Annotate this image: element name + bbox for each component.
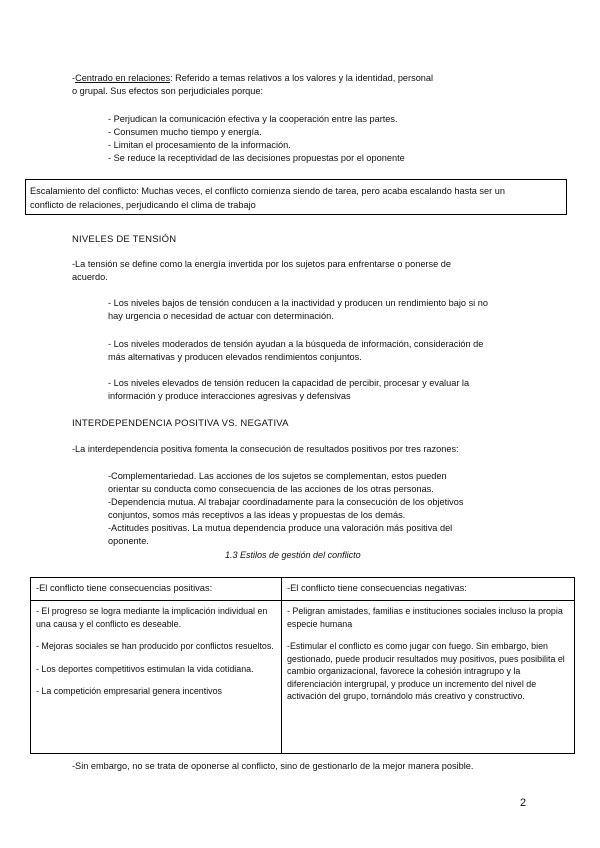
- negative-header: -El conflicto tiene consecuencias negativas:: [282, 578, 575, 601]
- positive-header: -El conflicto tiene consecuencias positivas:: [31, 578, 282, 601]
- list-item: oponente.: [108, 536, 149, 546]
- escalamiento-line1: Escalamiento del conflicto: Muchas veces, el conflicto comienza siendo de tarea, pero acaba escalando hasta ser un: [30, 186, 505, 196]
- list-item: -Complementariedad. Las acciones de los sujetos se complementan, estos pueden: [108, 471, 447, 481]
- tension-intro: -La tensión se define como la energía invertida por los sujetos para enfrentarse o ponerse de acuerdo.: [72, 259, 451, 282]
- relaciones-line2: o grupal. Sus efectos son perjudiciales porque:: [72, 86, 264, 96]
- list-item: - Se reduce la receptividad de las decisiones propuestas por el oponente: [108, 153, 405, 163]
- relaciones-bullet-list: [108, 113, 528, 165]
- list-item: - Peligran amistades, familias e instituciones sociales incluso la propia especie humana: [287, 606, 563, 629]
- list-item: orientar su conducta como consecuencia de las acciones de los otras personas.: [108, 484, 434, 494]
- escalamiento-box: [25, 179, 567, 215]
- list-item: - Perjudican la comunicación efectiva y la cooperación entre las partes.: [108, 114, 398, 124]
- list-item: - La competición empresarial genera incentivos: [36, 686, 222, 696]
- relaciones-paragraph: [72, 72, 492, 98]
- tension-item-high: - Los niveles elevados de tensión reducen la capacidad de percibir, procesar y evaluar la información y produce interacciones agresivas y defensivas: [108, 378, 470, 401]
- list-item: conjuntos, somos más receptivos a las ideas y propuestas de los demás.: [108, 510, 406, 520]
- tension-item-low: - Los niveles bajos de tensión conducen a la inactividad y producen un rendimiento bajo si no hay urgencia o necesidad de actuar con determinación.: [108, 298, 488, 321]
- table-header-row: [31, 578, 575, 601]
- section-caption: 1.3 Estilos de gestión del conflicto: [225, 550, 361, 560]
- escalamiento-line2: conflicto de relaciones, perjudicando el clima de trabajo: [30, 200, 256, 210]
- consequences-table: [30, 577, 575, 754]
- list-item: -Estimular el conflicto es como jugar con fuego. Sin embargo, bien gestionado, puede producir resultados muy positivos, pues posibilita el cambio organizacional, favorece la cohesión intragrupo y la diferenciación intergrupal, y produce un incremento del nivel de activación del grupo, tornándolo más creativo y constructivo.: [287, 641, 565, 701]
- positive-cell: [31, 601, 282, 754]
- interdependencia-reasons: [108, 470, 538, 548]
- tension-item-moderate: - Los niveles moderados de tensión ayudan a la búsqueda de información, consideración de más alternativas y producen elevados rendimientos conjuntos.: [108, 339, 484, 362]
- list-item: - El progreso se logra mediante la implicación individual en una causa y el conflicto es deseable.: [36, 606, 268, 629]
- closing-paragraph: -Sin embargo, no se trata de oponerse al conflicto, sino de gestionarlo de la mejor manera posible.: [72, 761, 474, 771]
- list-item: - Los deportes competitivos estimulan la vida cotidiana.: [36, 663, 254, 674]
- negative-cell: [282, 601, 575, 754]
- interdependencia-heading: INTERDEPENDENCIA POSITIVA VS. NEGATIVA: [72, 418, 289, 429]
- list-item: -Dependencia mutua. Al trabajar coordinadamente para la consecución de los objetivos: [108, 497, 464, 507]
- relaciones-term: Centrado en relaciones: [75, 73, 171, 83]
- list-item: - Limitan el procesamiento de la información.: [108, 140, 291, 150]
- interdependencia-intro: -La interdependencia positiva fomenta la consecución de resultados positivos por tres razones:: [72, 444, 459, 454]
- list-item: -Actitudes positivas. La mutua dependencia produce una valoración más positiva del: [108, 523, 453, 533]
- list-item: - Consumen mucho tiempo y energía.: [108, 127, 262, 137]
- table-row: [31, 601, 575, 754]
- tension-heading: NIVELES DE TENSIÓN: [72, 234, 177, 245]
- relaciones-line1: -Centrado en relaciones: Referido a temas relativos a los valores y la identidad, personal: [72, 73, 434, 83]
- list-item: - Mejoras sociales se han producido por conflictos resueltos.: [36, 641, 274, 651]
- page-number: 2: [520, 797, 527, 809]
